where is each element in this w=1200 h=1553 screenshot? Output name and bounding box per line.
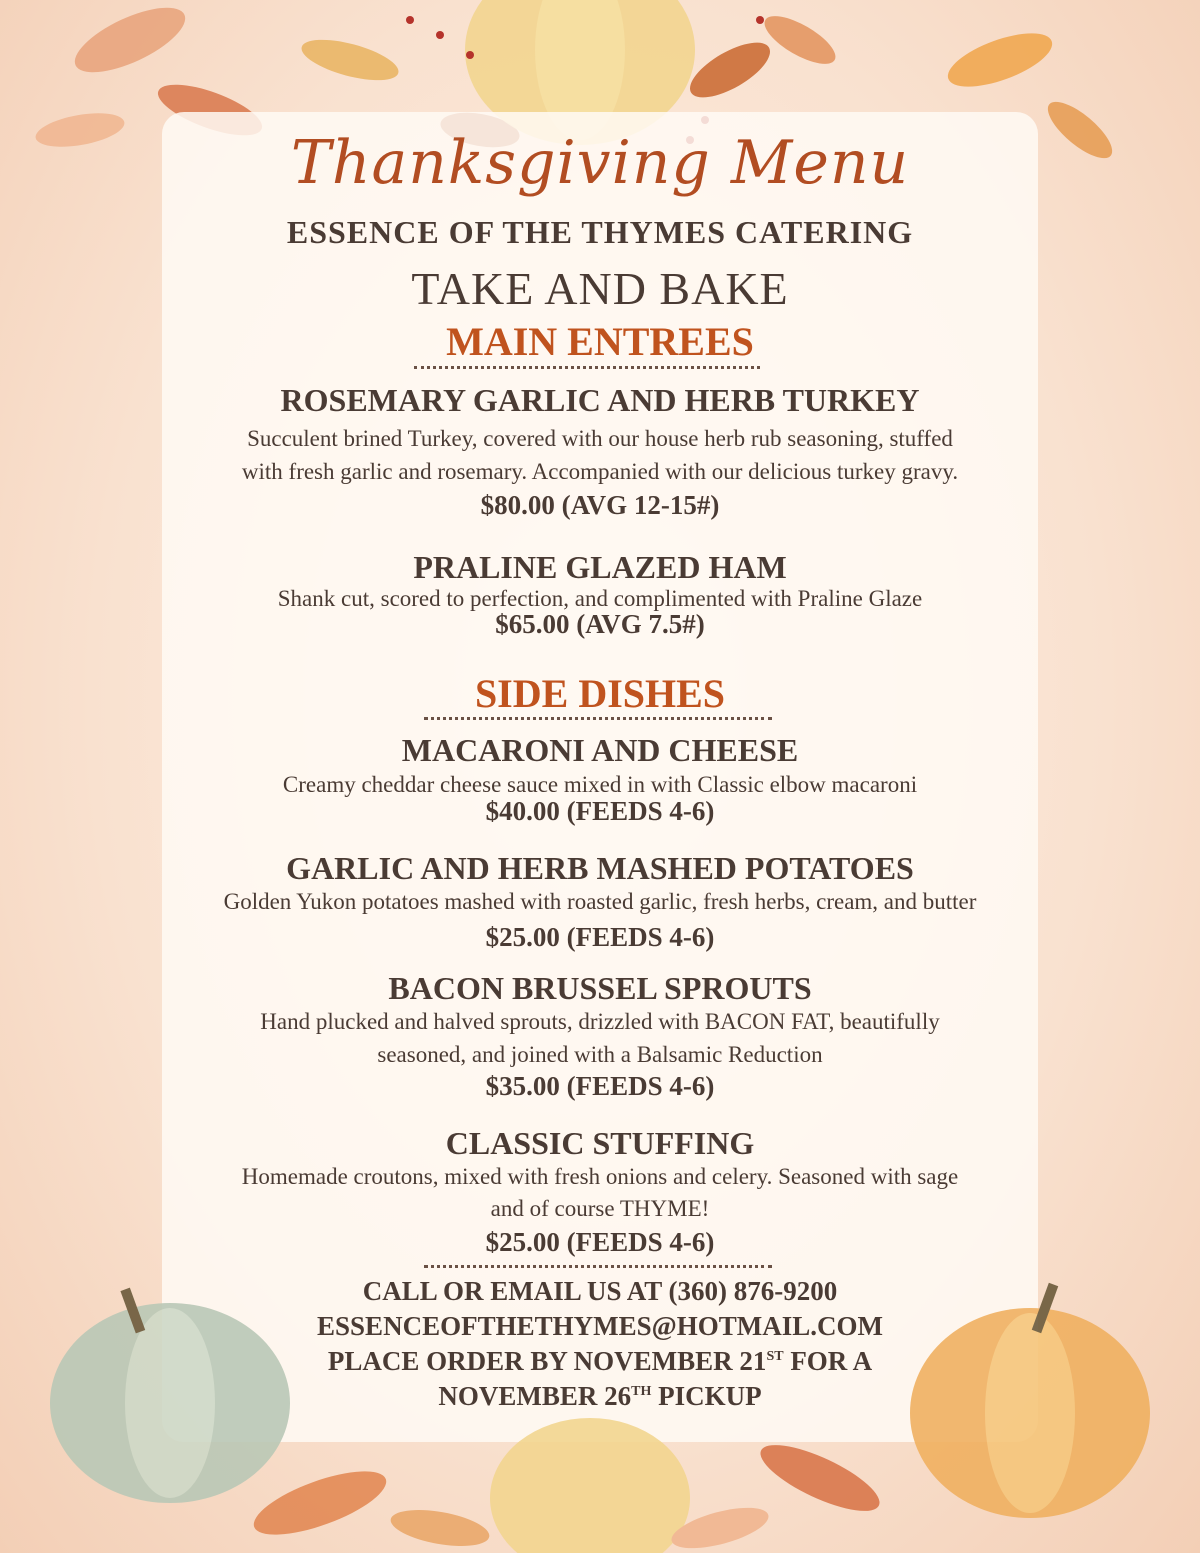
ordinal-suffix: TH bbox=[631, 1384, 652, 1399]
item-description: with fresh garlic and rosemary. Accompanied with our delicious turkey gravy. bbox=[241, 459, 959, 484]
item-price: $80.00 (AVG 12-15#) bbox=[480, 490, 720, 520]
section-divider bbox=[414, 366, 760, 369]
item-price: $65.00 (AVG 7.5#) bbox=[495, 609, 705, 639]
section-divider bbox=[424, 717, 772, 720]
pickup-date-text: PICKUP bbox=[651, 1381, 762, 1411]
item-price: $35.00 (FEEDS 4-6) bbox=[485, 1071, 715, 1101]
side-dishes-heading: SIDE DISHES bbox=[474, 671, 726, 716]
item-description: Golden Yukon potatoes mashed with roasted garlic, fresh herbs, cream, and butter bbox=[223, 889, 977, 914]
contact-email: ESSENCEOFTHETHYMES@HOTMAIL.COM bbox=[317, 1311, 883, 1341]
item-price: $25.00 (FEEDS 4-6) bbox=[485, 1227, 715, 1257]
section-divider bbox=[424, 1265, 772, 1268]
pickup-date-text: NOVEMBER 26 bbox=[438, 1381, 632, 1411]
item-name: GARLIC AND HERB MASHED POTATOES bbox=[286, 850, 914, 886]
item-name: CLASSIC STUFFING bbox=[445, 1125, 755, 1161]
item-name: MACARONI AND CHEESE bbox=[401, 732, 799, 768]
contact-phone-line: CALL OR EMAIL US AT (360) 876-9200 bbox=[362, 1276, 838, 1306]
order-deadline-text: PLACE ORDER BY NOVEMBER 21 bbox=[327, 1346, 767, 1376]
item-price: $25.00 (FEEDS 4-6) bbox=[485, 922, 715, 952]
item-name: ROSEMARY GARLIC AND HERB TURKEY bbox=[280, 382, 920, 418]
item-description: seasoned, and joined with a Balsamic Reduction bbox=[377, 1042, 823, 1067]
item-description: Shank cut, scored to perfection, and complimented with Praline Glaze bbox=[277, 586, 923, 611]
item-name: PRALINE GLAZED HAM bbox=[413, 549, 787, 585]
item-description: and of course THYME! bbox=[490, 1196, 710, 1221]
item-description: Hand plucked and halved sprouts, drizzled with BACON FAT, beautifully bbox=[260, 1009, 940, 1034]
company-name: ESSENCE OF THE THYMES CATERING bbox=[286, 214, 914, 250]
menu-title: Thanksgiving Menu bbox=[290, 128, 910, 198]
item-description: Creamy cheddar cheese sauce mixed in with Classic elbow macaroni bbox=[282, 772, 918, 797]
order-deadline bbox=[0, 1346, 1200, 1377]
item-description: Succulent brined Turkey, covered with our house herb rub seasoning, stuffed bbox=[247, 426, 953, 451]
pickup-date bbox=[0, 1381, 1200, 1412]
item-price: $40.00 (FEEDS 4-6) bbox=[485, 796, 715, 826]
order-deadline-text: FOR A bbox=[783, 1346, 873, 1376]
item-name: BACON BRUSSEL SPROUTS bbox=[388, 970, 812, 1006]
ordinal-suffix: ST bbox=[766, 1349, 784, 1364]
item-description: Homemade croutons, mixed with fresh onions and celery. Seasoned with sage bbox=[241, 1164, 959, 1189]
main-entrees-heading: MAIN ENTREES bbox=[446, 319, 754, 364]
tagline: TAKE AND BAKE bbox=[411, 263, 789, 314]
